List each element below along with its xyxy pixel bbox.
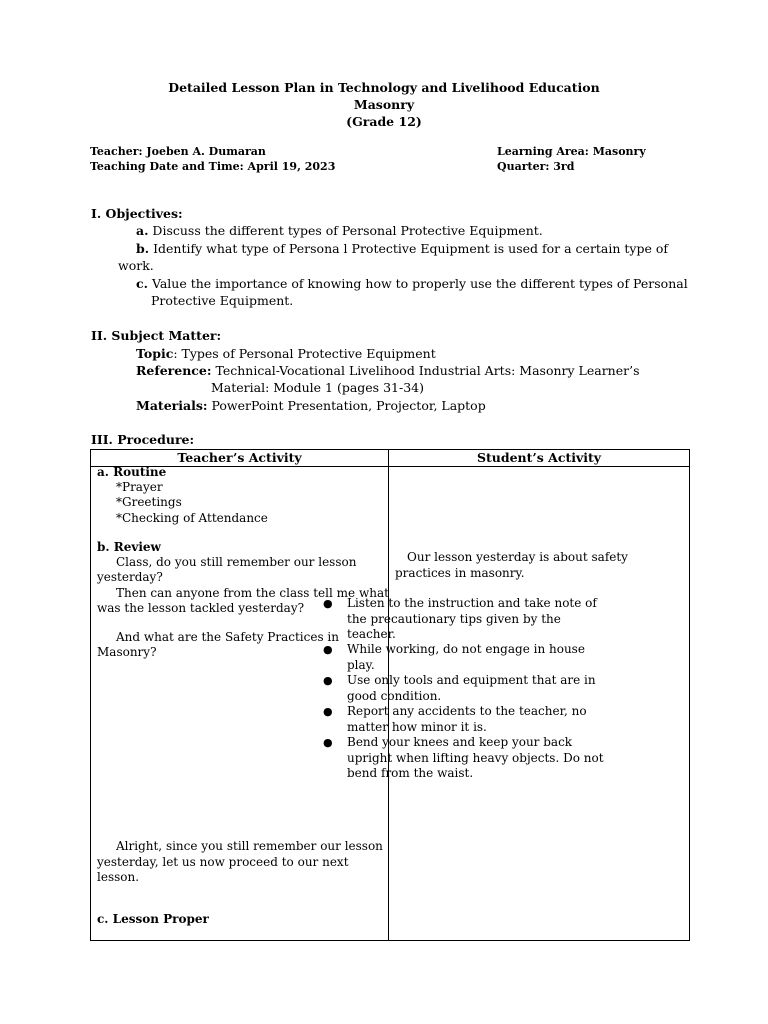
objective-b-cont: work. xyxy=(118,258,154,273)
routine-label: a. Routine xyxy=(97,465,167,479)
doc-subtitle: Masonry xyxy=(353,97,415,112)
teacher-line-1a: Class, do you still remember our lesson xyxy=(116,555,357,569)
reference-cont: Material: Module 1 (pages 31-34) xyxy=(211,380,424,395)
teacher-line-3a: And what are the Safety Practices in xyxy=(116,630,339,644)
teacher-name: Teacher: Joeben A. Dumaran xyxy=(90,145,266,158)
student-line-1a: Our lesson yesterday is about safety xyxy=(407,550,628,564)
reference-text: Technical-Vocational Livelihood Industrial Arts: Masonry Learner’s xyxy=(211,363,640,378)
bullet-icon: ● xyxy=(323,597,333,610)
lesson-proper-label: c. Lesson Proper xyxy=(97,912,209,926)
reference-label: Reference: xyxy=(136,363,212,378)
objective-b xyxy=(136,241,668,256)
bullet-item xyxy=(323,704,609,735)
materials-text: PowerPoint Presentation, Projector, Laptop xyxy=(207,398,486,413)
bullet-text: While working, do not engage in house play. xyxy=(347,642,585,672)
bullet-text: Report any accidents to the teacher, no matter how minor it is. xyxy=(347,704,587,734)
teacher-line-1b: yesterday? xyxy=(97,570,163,584)
student-activity-header: Student’s Activity xyxy=(476,450,602,465)
topic-line xyxy=(136,346,436,361)
teacher-activity-header: Teacher’s Activity xyxy=(177,450,302,465)
routine-greetings: *Greetings xyxy=(116,495,182,509)
subject-heading: II. Subject Matter: xyxy=(91,328,222,343)
teacher-line-2a: Then can anyone from the class tell me what xyxy=(116,586,389,600)
teacher-line-4a: Alright, since you still remember our lesson xyxy=(116,839,383,853)
bullet-item xyxy=(323,642,609,673)
learning-area: Learning Area: Masonry xyxy=(497,145,646,158)
objective-b-label: b. xyxy=(136,241,150,256)
objective-c xyxy=(136,276,688,291)
quarter: Quarter: 3rd xyxy=(497,160,575,173)
objective-a-text: Discuss the different types of Personal Protective Equipment. xyxy=(148,223,543,238)
bullet-item xyxy=(323,673,609,704)
reference-line xyxy=(136,363,640,378)
bullet-item xyxy=(323,735,612,782)
bullet-text: Listen to the instruction and take note of the precautionary tips given by the teacher. xyxy=(347,596,597,641)
objectives-heading: I. Objectives: xyxy=(91,206,183,221)
materials-line xyxy=(136,398,486,413)
objective-b-text: Identify what type of Persona l Protective Equipment is used for a certain type of xyxy=(149,241,669,256)
objective-c-cont: Protective Equipment. xyxy=(151,293,294,308)
routine-prayer: *Prayer xyxy=(116,480,163,494)
bullet-icon: ● xyxy=(323,643,333,656)
teacher-line-3b: Masonry? xyxy=(97,645,157,659)
objective-a-label: a. xyxy=(136,223,149,238)
bullet-item xyxy=(323,596,609,643)
objective-c-text: Value the importance of knowing how to properly use the different types of Personal xyxy=(147,276,688,291)
objective-c-label: c. xyxy=(136,276,148,291)
doc-grade: (Grade 12) xyxy=(346,114,422,129)
teacher-line-4b: yesterday, let us now proceed to our next xyxy=(97,855,349,869)
teacher-line-4c: lesson. xyxy=(97,870,140,884)
teaching-date: Teaching Date and Time: April 19, 2023 xyxy=(90,160,336,173)
doc-title: Detailed Lesson Plan in Technology and Livelihood Education xyxy=(168,80,600,95)
bullet-icon: ● xyxy=(323,705,333,718)
objective-a xyxy=(136,223,543,238)
bullet-text: Bend your knees and keep your back upright when lifting heavy objects. Do not bend from the waist. xyxy=(347,735,604,780)
review-label: b. Review xyxy=(97,540,161,554)
student-line-1b: practices in masonry. xyxy=(395,566,525,580)
procedure-heading: III. Procedure: xyxy=(91,432,195,447)
topic-label: Topic xyxy=(136,346,174,361)
bullet-icon: ● xyxy=(323,736,333,749)
bullet-text: Use only tools and equipment that are in good condition. xyxy=(347,673,596,703)
routine-attendance: *Checking of Attendance xyxy=(116,511,268,525)
materials-label: Materials: xyxy=(136,398,208,413)
topic-text: : Types of Personal Protective Equipment xyxy=(173,346,436,361)
header-divider xyxy=(91,466,689,467)
teacher-line-2b: was the lesson tackled yesterday? xyxy=(97,601,305,615)
bullet-icon: ● xyxy=(323,674,333,687)
